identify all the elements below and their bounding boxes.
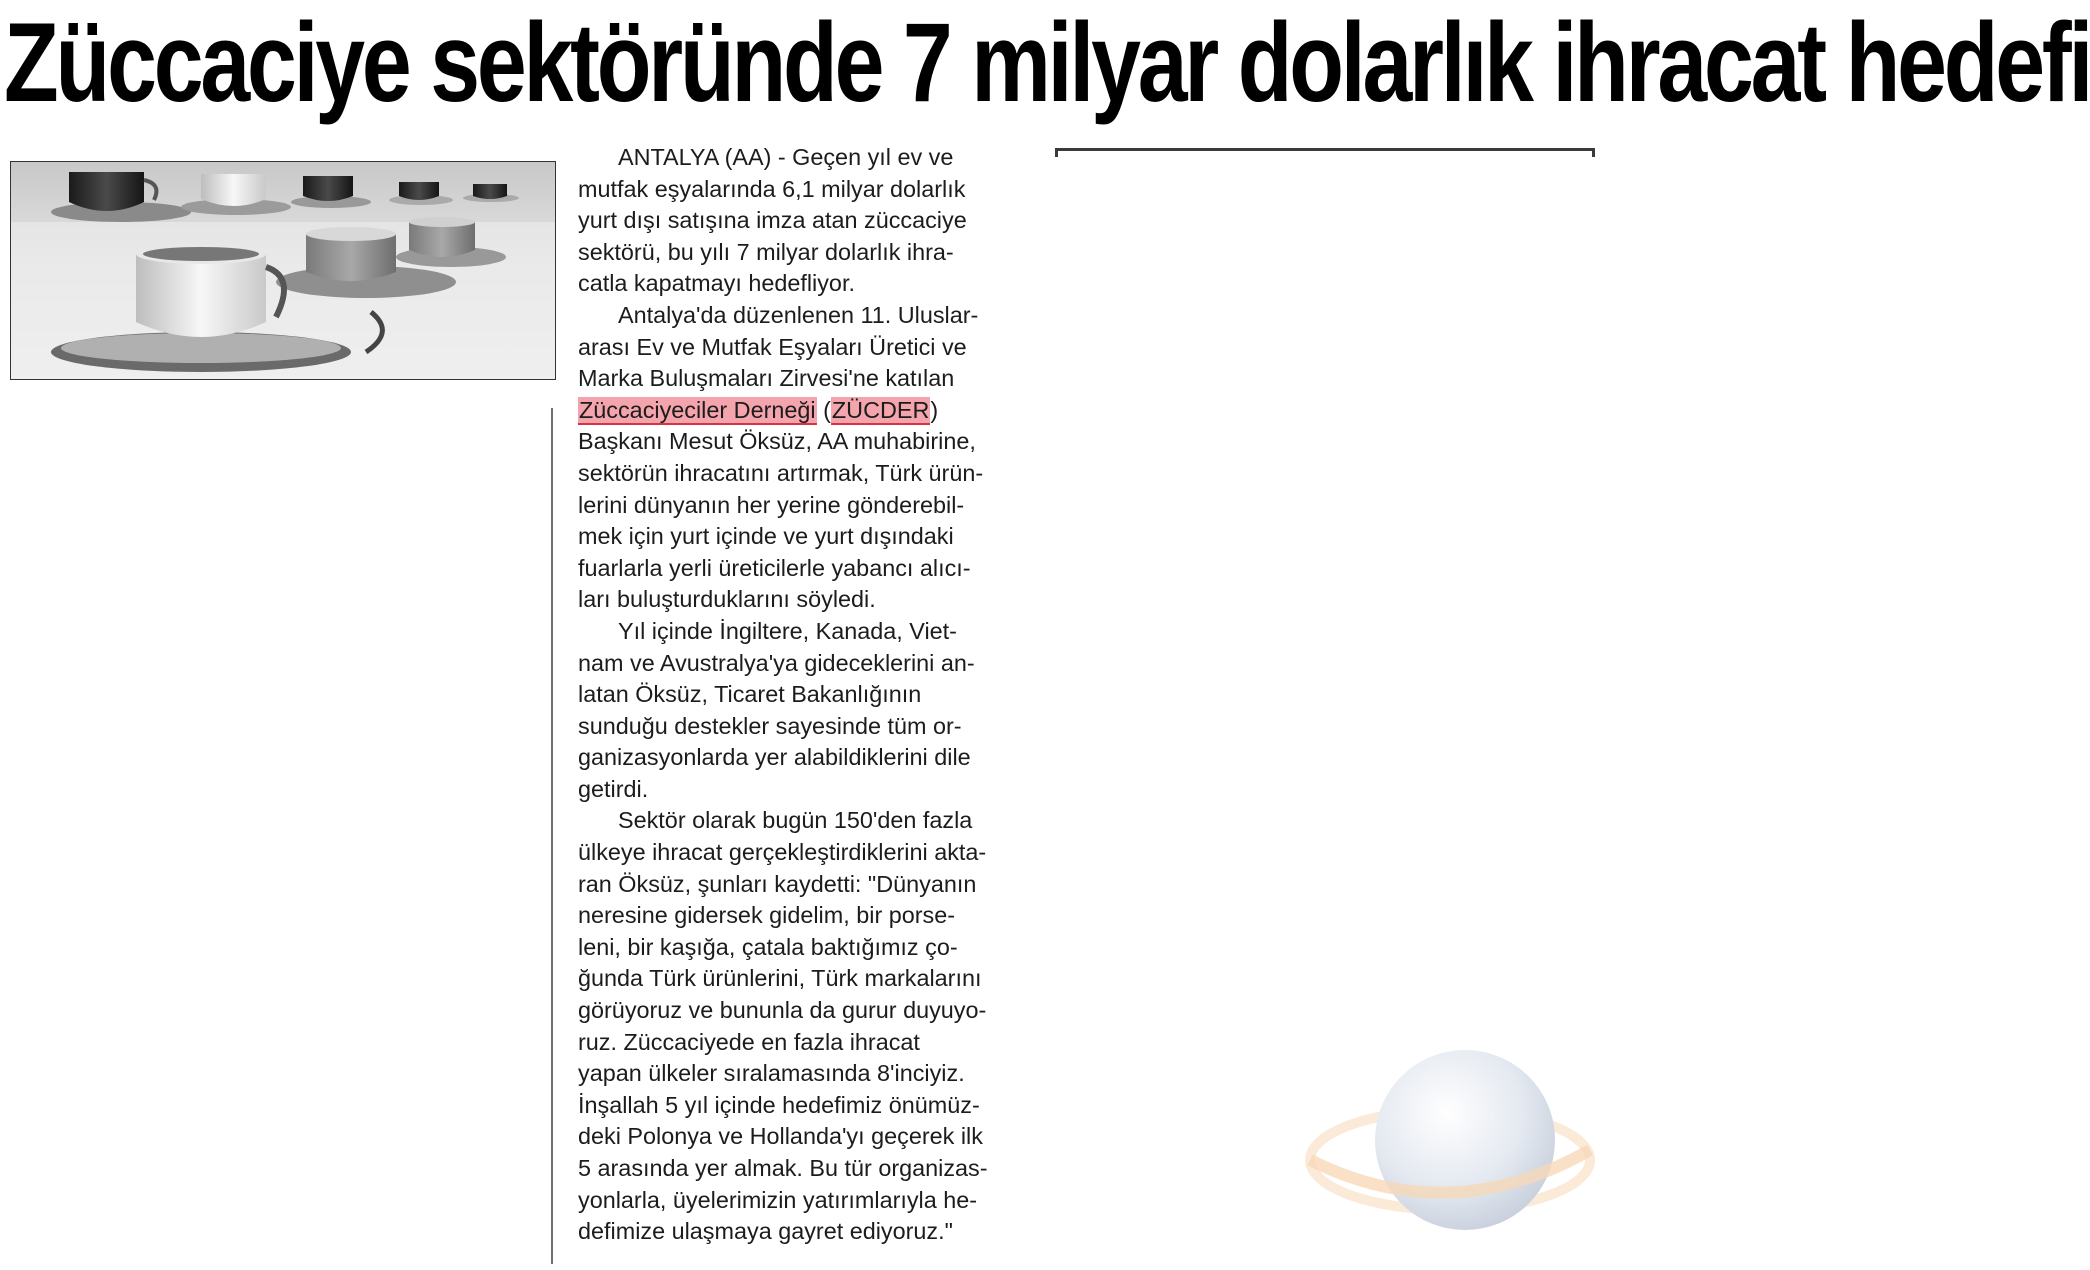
text-line: catla kapatmayı hedefliyor.	[578, 270, 855, 297]
text-line: görüyoruz ve bununla da gurur duyuyo-	[578, 997, 987, 1024]
text-line: İnşallah 5 yıl içinde hedefimiz önümüz-	[578, 1091, 980, 1118]
text-line: mek için yurt içinde ve yurt dışındaki	[578, 523, 954, 550]
text-line: deki Polonya ve Hollanda'yı geçerek ilk	[578, 1123, 983, 1150]
text-line: ANTALYA (AA) - Geçen yıl ev ve	[618, 144, 954, 170]
text-fragment: )	[930, 396, 939, 423]
teacups-photo	[10, 161, 556, 380]
text-line: leni, bir kaşığa, çatala baktığımız ço-	[578, 933, 958, 960]
text-line: ganizasyonlarda yer alabildiklerini dile	[578, 744, 971, 771]
text-line: nam ve Avustralya'ya gideceklerini an-	[578, 649, 975, 676]
text-line: getirdi.	[578, 775, 649, 802]
text-line: ruz. Züccaciyede en fazla ihracat	[578, 1028, 920, 1055]
text-line: Başkanı Mesut Öksüz, AA muhabirine,	[578, 428, 976, 455]
text-line: yurt dışı satışına imza atan züccaciye	[578, 207, 967, 234]
globe-watermark-icon	[1300, 1040, 1600, 1265]
column-divider	[551, 408, 553, 1264]
text-line: sektörün ihracatını artırmak, Türk ürün-	[578, 459, 984, 486]
text-line: ğunda Türk ürünlerini, Türk markalarını	[578, 965, 982, 992]
paragraph-4	[578, 805, 1038, 1247]
article-body	[578, 142, 1038, 1248]
text-fragment: (	[816, 396, 831, 423]
text-line: Antalya'da düzenlenen 11. Uluslar-	[618, 301, 979, 328]
text-line: ülkeye ihracat gerçekleştirdiklerini akta-	[578, 839, 987, 866]
text-line: fuarlarla yerli üreticilerle yabancı alıcı-	[578, 554, 971, 581]
text-line: yonlarla, üyelerimizin yatırımlarıyla he-	[578, 1186, 978, 1213]
text-line: ran Öksüz, şunları kaydetti: "Dünyanın	[578, 870, 977, 897]
highlighted-line	[578, 395, 1038, 427]
text-line: latan Öksüz, Ticaret Bakanlığının	[578, 681, 922, 708]
text-line: mutfak eşyalarında 6,1 milyar dolarlık	[578, 175, 966, 202]
highlight-organization-acronym: ZÜCDER	[831, 396, 930, 423]
column-top-rule	[1055, 148, 1595, 151]
text-line: lerini dünyanın her yerine gönderebil-	[578, 491, 965, 518]
paragraph-3	[578, 616, 1038, 806]
paragraph-2	[578, 300, 1038, 616]
text-line: 5 arasında yer almak. Bu tür organizas-	[578, 1155, 988, 1181]
text-line: Marka Buluşmaları Zirvesi'ne katılan	[578, 365, 955, 392]
text-line: sektörü, bu yılı 7 milyar dolarlık ihra-	[578, 238, 954, 265]
highlight-organization-name: Züccaciyeciler Derneği	[579, 396, 816, 423]
text-line: yapan ülkeler sıralamasında 8'inciyiz.	[578, 1060, 965, 1087]
teacups-illustration	[11, 162, 555, 379]
text-line: arası Ev ve Mutfak Eşyaları Üretici ve	[578, 333, 967, 360]
text-line: neresine gidersek gidelim, bir porse-	[578, 902, 956, 929]
text-line: Sektör olarak bugün 150'den fazla	[618, 807, 973, 834]
paragraph-1	[578, 142, 1038, 300]
text-line: ları buluşturduklarını söyledi.	[578, 586, 876, 613]
text-line: sunduğu destekler sayesinde tüm or-	[578, 712, 962, 739]
article-headline: Züccaciye sektöründe 7 milyar dolarlık ihracat hedefi	[4, 0, 2090, 125]
text-line: Yıl içinde İngiltere, Kanada, Viet-	[618, 617, 957, 644]
text-line: defimize ulaşmaya gayret ediyoruz."	[578, 1218, 953, 1245]
